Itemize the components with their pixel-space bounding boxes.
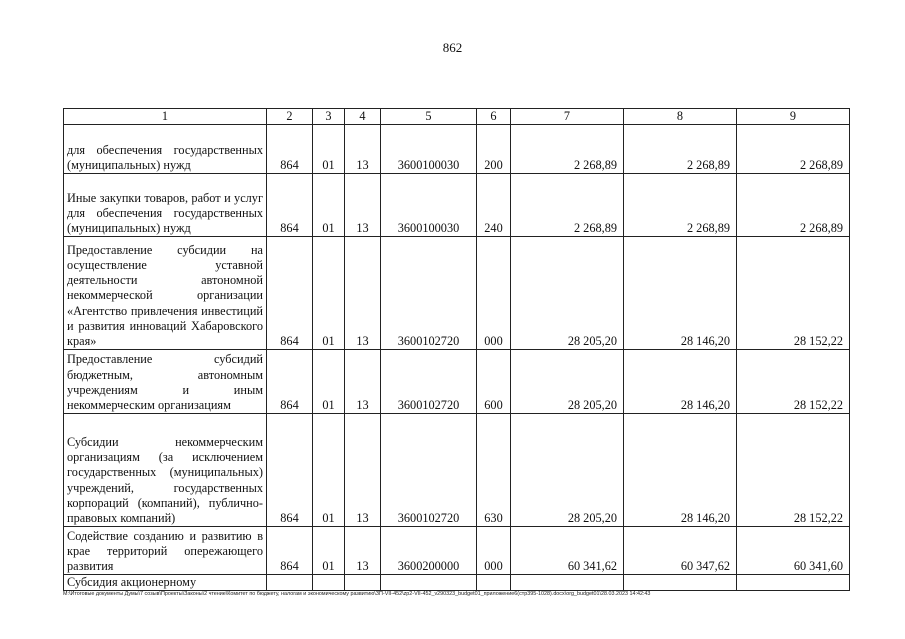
cell-ministry: 864 bbox=[267, 414, 313, 527]
page-number: 862 bbox=[442, 40, 463, 55]
cell-amount-1: 2 268,89 bbox=[511, 125, 624, 174]
cell-amount-3: 28 152,22 bbox=[737, 414, 850, 527]
cell-section: 01 bbox=[313, 527, 345, 575]
cell-section: 01 bbox=[313, 237, 345, 350]
cell-amount-2: 2 268,89 bbox=[624, 174, 737, 237]
cell-amount-2: 28 146,20 bbox=[624, 237, 737, 350]
header-cell: 9 bbox=[737, 109, 850, 125]
cell-amount-1: 28 205,20 bbox=[511, 237, 624, 350]
cell-amount-1: 28 205,20 bbox=[511, 350, 624, 414]
cell-ministry: 864 bbox=[267, 125, 313, 174]
row-name: Иные закупки товаров, работ и услуг для обеспечения государственных (муниципальных) нужд bbox=[64, 174, 267, 237]
row-name: Предоставление субсидии на осуществление уставной деятельности автономной некоммерческой организации «Агентство привлечения инвестиций и развития инноваций Хабаровского края» bbox=[64, 237, 267, 350]
cell-subsection: 13 bbox=[345, 237, 381, 350]
cell-expense-type: 000 bbox=[477, 237, 511, 350]
cell-amount-3: 2 268,89 bbox=[737, 125, 850, 174]
cell-subsection bbox=[345, 575, 381, 591]
cell-expense-type: 240 bbox=[477, 174, 511, 237]
table-row bbox=[64, 174, 850, 237]
row-name: Предоставление субсидий бюджетным, автономным учреждениям и иным некоммерческим организациям bbox=[64, 350, 267, 414]
header-cell: 2 bbox=[267, 109, 313, 125]
cell-section: 01 bbox=[313, 350, 345, 414]
cell-target-item: 3600102720 bbox=[381, 237, 477, 350]
table-row bbox=[64, 350, 850, 414]
cell-target-item: 3600100030 bbox=[381, 125, 477, 174]
cell-amount-1: 60 341,62 bbox=[511, 527, 624, 575]
cell-amount-3: 60 341,60 bbox=[737, 527, 850, 575]
cell-target-item bbox=[381, 575, 477, 591]
cell-section: 01 bbox=[313, 414, 345, 527]
cell-expense-type: 000 bbox=[477, 527, 511, 575]
cell-section: 01 bbox=[313, 174, 345, 237]
cell-subsection: 13 bbox=[345, 414, 381, 527]
table-header-row bbox=[64, 109, 850, 125]
row-name: Субсидия акционерному bbox=[64, 575, 267, 591]
cell-amount-2: 2 268,89 bbox=[624, 125, 737, 174]
header-cell: 1 bbox=[64, 109, 267, 125]
cell-amount-3 bbox=[737, 575, 850, 591]
cell-subsection: 13 bbox=[345, 125, 381, 174]
header-cell: 7 bbox=[511, 109, 624, 125]
cell-ministry: 864 bbox=[267, 237, 313, 350]
row-name: для обеспечения государственных (муниципальных) нужд bbox=[64, 125, 267, 174]
cell-amount-2 bbox=[624, 575, 737, 591]
header-cell: 8 bbox=[624, 109, 737, 125]
cell-ministry: 864 bbox=[267, 174, 313, 237]
cell-subsection: 13 bbox=[345, 174, 381, 237]
cell-amount-1 bbox=[511, 575, 624, 591]
cell-amount-2: 28 146,20 bbox=[624, 350, 737, 414]
table-row bbox=[64, 575, 850, 591]
row-name: Содействие созданию и развитию в крае территорий опережающего развития bbox=[64, 527, 267, 575]
cell-target-item: 3600102720 bbox=[381, 350, 477, 414]
cell-amount-3: 28 152,22 bbox=[737, 350, 850, 414]
cell-subsection: 13 bbox=[345, 350, 381, 414]
header-cell: 6 bbox=[477, 109, 511, 125]
cell-expense-type: 600 bbox=[477, 350, 511, 414]
table-row bbox=[64, 527, 850, 575]
row-name: Субсидии некоммерческим организациям (за исключением государственных (муниципальных) учреждений, государственных корпораций (компаний), публично-правовых компаний) bbox=[64, 414, 267, 527]
cell-amount-2: 60 347,62 bbox=[624, 527, 737, 575]
cell-section: 01 bbox=[313, 125, 345, 174]
header-cell: 5 bbox=[381, 109, 477, 125]
cell-target-item: 3600102720 bbox=[381, 414, 477, 527]
table-row bbox=[64, 125, 850, 174]
budget-table bbox=[63, 108, 850, 591]
header-cell: 3 bbox=[313, 109, 345, 125]
cell-amount-1: 28 205,20 bbox=[511, 414, 624, 527]
table-row bbox=[64, 414, 850, 527]
document-path-footer: М:\Итоговые документы Думы\7 созыв\Проекты\Законы\2 чтение\Комитет по бюджету, налогам и экономическому развитию\ЗП-VII-452\zp2-VII-452_v290323_budget01_приложение6(стр395-1028).docx\org_budget01\28.03.2023 14:42:43 bbox=[63, 591, 651, 597]
cell-ministry: 864 bbox=[267, 527, 313, 575]
cell-amount-2: 28 146,20 bbox=[624, 414, 737, 527]
cell-subsection: 13 bbox=[345, 527, 381, 575]
cell-ministry: 864 bbox=[267, 350, 313, 414]
cell-expense-type: 630 bbox=[477, 414, 511, 527]
cell-amount-3: 2 268,89 bbox=[737, 174, 850, 237]
cell-target-item: 3600100030 bbox=[381, 174, 477, 237]
cell-amount-3: 28 152,22 bbox=[737, 237, 850, 350]
cell-section bbox=[313, 575, 345, 591]
cell-amount-1: 2 268,89 bbox=[511, 174, 624, 237]
header-cell: 4 bbox=[345, 109, 381, 125]
cell-expense-type: 200 bbox=[477, 125, 511, 174]
cell-expense-type bbox=[477, 575, 511, 591]
cell-ministry bbox=[267, 575, 313, 591]
cell-target-item: 3600200000 bbox=[381, 527, 477, 575]
table-row bbox=[64, 237, 850, 350]
